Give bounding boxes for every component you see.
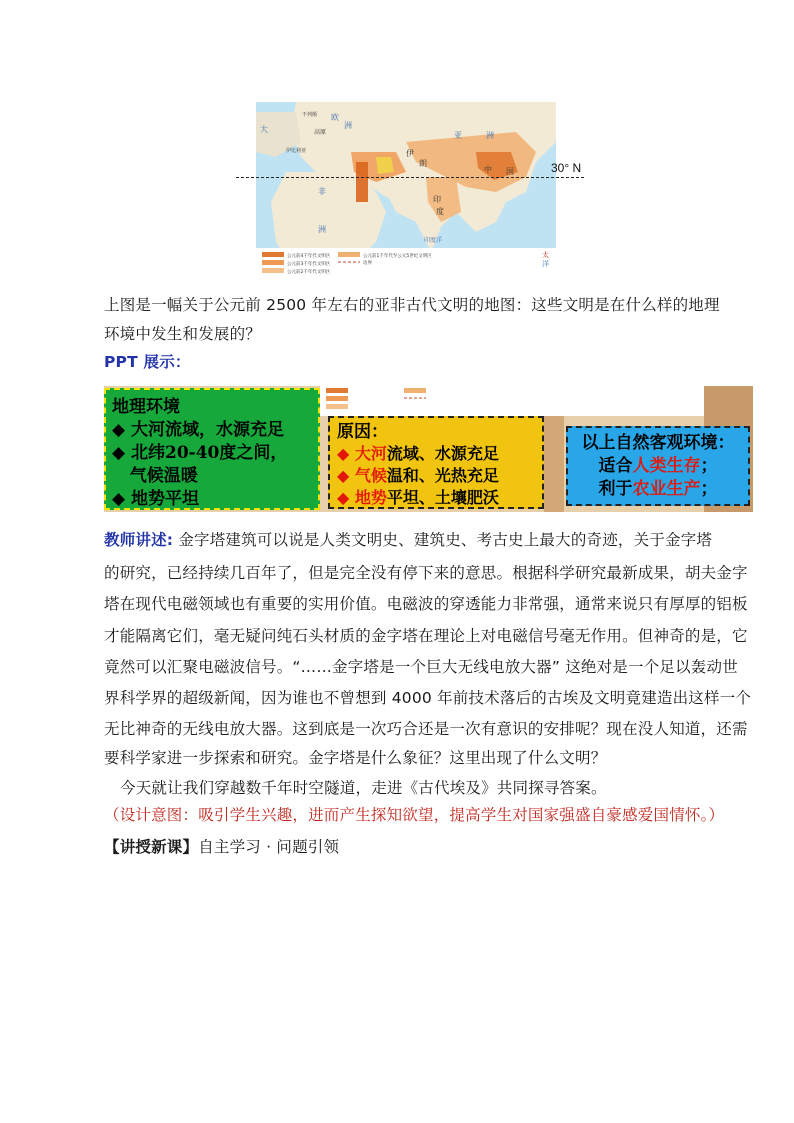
reason-keyword: 地势 bbox=[354, 488, 387, 507]
para2-line1 bbox=[104, 528, 712, 550]
conclusion-box bbox=[566, 426, 750, 506]
para1-line2: 环境中发生和发展的？ bbox=[104, 325, 262, 343]
section-heading bbox=[104, 835, 339, 857]
geo-item-2: ◆ 北纬20-40度之间， bbox=[112, 443, 288, 463]
reason-text: 流域、水源充足 bbox=[386, 444, 499, 463]
reason-bullet: ◆ bbox=[337, 466, 355, 485]
label-asia: 亚 bbox=[454, 131, 462, 140]
ppt-label: PPT 展示： bbox=[104, 353, 191, 371]
para2-line6: 界科学界的超级新闻，因为谁也不曾想到 4000 年前技术落后的古埃及文明竟建造出这样一个 bbox=[104, 689, 752, 707]
latitude-label: 30° N bbox=[551, 161, 582, 175]
label-iran: 伊 bbox=[406, 149, 414, 158]
conclusion-line-1: 以上自然客观环境： bbox=[581, 433, 735, 453]
latitude-line bbox=[236, 177, 584, 178]
label-yiberia: 伊比利亚 bbox=[286, 148, 307, 154]
para3: 今天就让我们穿越数千年时空隧道，走进《古代埃及》共同探寻答案。 bbox=[120, 779, 607, 797]
label-africa: 非 bbox=[318, 187, 326, 196]
legend-item-2: 公元前1千年代至公元5世纪文明区 bbox=[363, 254, 432, 259]
label-china: 中 bbox=[484, 165, 492, 174]
label-buliedian: 不列颠 bbox=[302, 112, 318, 118]
label-iran-2: 朗 bbox=[419, 159, 427, 168]
reason-item-3 bbox=[337, 487, 542, 509]
reason-text: 平坦、土壤肥沃 bbox=[386, 488, 499, 507]
conclusion-post: ； bbox=[700, 456, 718, 476]
label-europe: 欧 bbox=[331, 113, 339, 122]
reasons-box bbox=[328, 416, 544, 509]
label-indian-ocean: 印度洋 bbox=[424, 237, 443, 244]
conclusion-keyword: 农业生产 bbox=[632, 479, 701, 499]
reason-keyword: 大河 bbox=[354, 444, 387, 463]
legend-item-3: 公元前3千年代文明区 bbox=[287, 262, 331, 267]
geo-item-1: ◆ 大河流域，水源充足 bbox=[112, 420, 284, 440]
legend-item-4: 边界 bbox=[363, 261, 372, 266]
teacher-label: 教师讲述: bbox=[104, 531, 174, 549]
design-intent: （设计意图：吸引学生兴趣，进而产生探知欲望，提高学生对国家强盛自豪感爱国情怀。） bbox=[104, 806, 725, 824]
reason-keyword: 气候 bbox=[354, 466, 387, 485]
para2-line3: 塔在现代电磁领域也有重要的实用价值。电磁波的穿透能力非常强，通常来说只有厚厚的铝板 bbox=[104, 595, 748, 613]
reason-text: 温和、光热充足 bbox=[386, 466, 499, 485]
label-india: 印 bbox=[433, 195, 441, 204]
geo-environment-title: 地理环境 bbox=[112, 397, 180, 417]
reason-bullet: ◆ bbox=[337, 444, 355, 463]
section-text: 自主学习 · 问题引领 bbox=[198, 838, 340, 856]
conclusion-pre: 利于 bbox=[598, 479, 633, 499]
ancient-civilizations-map bbox=[256, 102, 556, 276]
label-ocean: 洋 bbox=[542, 260, 549, 268]
geo-item-4: ◆ 地势平坦 bbox=[112, 489, 199, 509]
reason-item-2 bbox=[337, 465, 542, 487]
reason-bullet: ◆ bbox=[337, 488, 355, 507]
para2-line4: 才能隔离它们，毫无疑问纯石头材质的金字塔在理论上对电磁信号毫无作用。但神奇的是，它 bbox=[104, 627, 748, 645]
label-pacific: 太 bbox=[542, 251, 549, 259]
section-label: 【讲授新课】 bbox=[104, 838, 199, 856]
para1-line1: 上图是一幅关于公元前 2500 年左右的亚非古代文明的地图：这些文明是在什么样的地理 bbox=[104, 296, 720, 314]
legend-item-5: 公元前2千年代文明区 bbox=[287, 270, 331, 275]
label-atlantic: 大 bbox=[260, 125, 268, 134]
para2-line7: 无比神奇的无线电放大器。这到底是一次巧合还是一次有意识的安排呢？现在没人知道，还需 bbox=[104, 720, 748, 738]
reasons-title: 原因： bbox=[337, 422, 388, 442]
label-india-2: 度 bbox=[436, 207, 444, 216]
label-gaoyuan: 高原 bbox=[314, 129, 327, 136]
para2-line8: 要科学家进一步探索和研究。金字塔是什么象征？这里出现了什么文明？ bbox=[104, 749, 607, 767]
geo-environment-box bbox=[104, 388, 320, 510]
label-africa-2: 洲 bbox=[318, 225, 326, 234]
label-china-2: 国 bbox=[506, 167, 514, 176]
ppt-slide bbox=[104, 386, 753, 512]
para2-line2: 的研究，已经持续几百年了，但是完全没有停下来的意思。根据科学研究最新成果，胡夫金字 bbox=[104, 564, 748, 582]
geo-item-3: 气候温暖 bbox=[112, 466, 198, 486]
conclusion-pre: 适合 bbox=[598, 456, 633, 476]
legend-item-1: 公元前4千年代文明区 bbox=[287, 254, 331, 259]
conclusion-line-3 bbox=[568, 478, 748, 501]
label-asia-2: 洲 bbox=[486, 131, 494, 140]
conclusion-keyword: 人类生存 bbox=[632, 456, 701, 476]
para2-line1-text: 金字塔建筑可以说是人类文明史、建筑史、考古史上最大的奇迹，关于金字塔 bbox=[173, 531, 713, 549]
conclusion-post: ； bbox=[700, 479, 718, 499]
para2-line5: 竟然可以汇聚电磁波信号。“……金字塔是一个巨大无线电放大器” 这绝对是一个足以轰动世 bbox=[104, 658, 738, 676]
label-europe-2: 洲 bbox=[344, 121, 352, 130]
reason-item-1 bbox=[337, 443, 542, 465]
conclusion-line-2 bbox=[568, 455, 748, 478]
